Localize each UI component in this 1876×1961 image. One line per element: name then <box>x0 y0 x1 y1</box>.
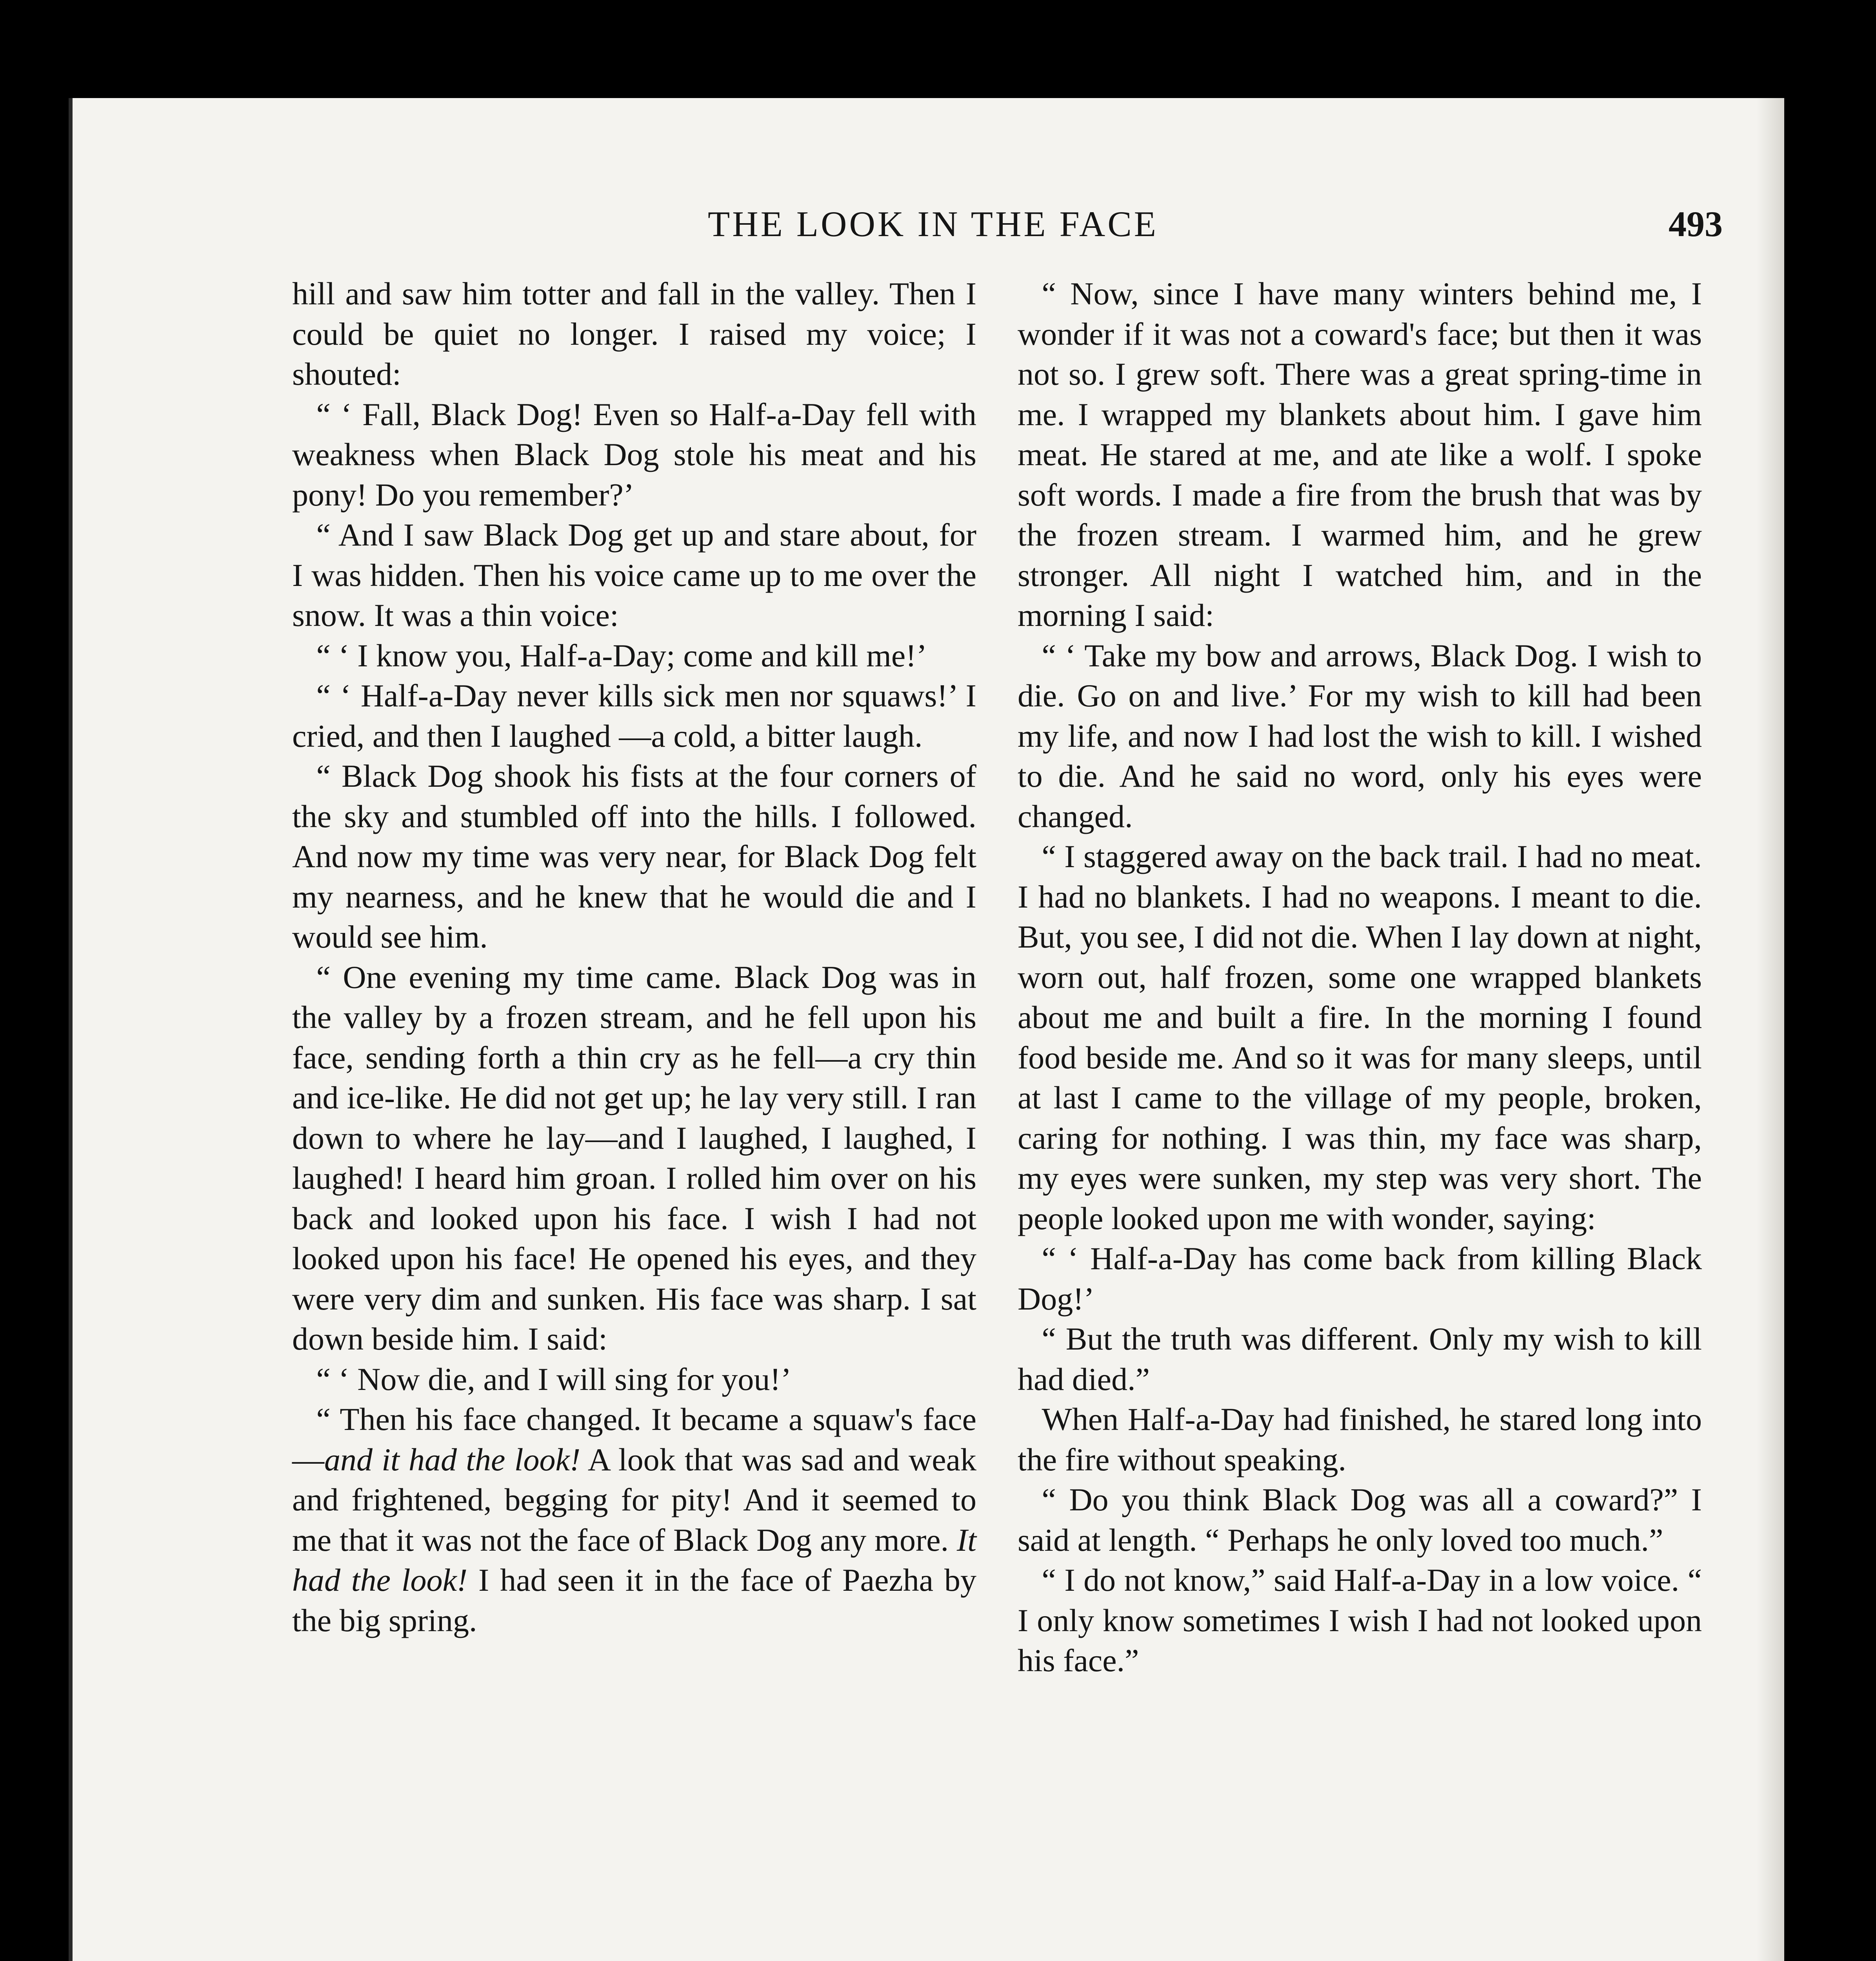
paragraph: “ And I saw Black Dog get up and stare about, for I was hidden. Then his voice came up to me over the snow. It was a thin voice: <box>292 517 976 633</box>
paragraph: “ ‘ Half-a-Day has come back from killing Black Dog!’ <box>1018 1241 1702 1317</box>
paragraph: hill and saw him totter and fall in the valley. Then I could be quiet no longer. I raised my voice; I shouted: <box>292 276 976 392</box>
paragraph: When Half-a-Day had finished, he stared long into the fire without speaking. <box>1018 1401 1702 1477</box>
paragraph: “ ‘ Half-a-Day never kills sick men nor squaws!’ I cried, and then I laughed —a cold, a bitter laugh. <box>292 678 976 754</box>
paragraph: “ I staggered away on the back trail. I had no meat. I had no blankets. I had no weapons. I meant to die. But, you see, I did not die. When I lay down at night, worn out, half frozen, some one wrapped blankets about me and built a fire. In the morning I found food beside me. And so it was for many sleeps, until at last I came to the village of my people, broken, caring for nothing. I was thin, my face was sharp, my eyes were sunken, my step was very short. The people looked upon me with wonder, saying: <box>1018 839 1702 1236</box>
paragraph: “ ‘ Fall, Black Dog! Even so Half-a-Day fell with weakness when Black Dog stole his meat and his pony! Do you remember?’ <box>292 396 976 513</box>
page-edge-shadow <box>1757 98 1784 1961</box>
paragraph: “ ‘ I know you, Half-a-Day; come and kill me!’ <box>316 637 927 673</box>
paragraph: “ One evening my time came. Black Dog was in the valley by a frozen stream, and he fell upon his face, sending forth a thin cry as he fell—a cry thin and ice-like. He did not get up; he lay very still. I ran down to where he lay—and I laughed, I laughed, I laughed! I heard him groan. I rolled him over on his back and looked upon his face. I wish I had not looked upon his face! He opened his eyes, and they were very dim and sunken. His face was sharp. I sat down beside him. I said: <box>292 959 976 1357</box>
italic-text: It had the look! <box>292 1522 976 1598</box>
paragraph: “ But the truth was different. Only my wish to kill had died.” <box>1018 1321 1702 1397</box>
text-run: “ Then his face changed. It became a squaw's face— <box>292 1401 976 1477</box>
paragraph-with-italics <box>292 1399 976 1641</box>
page-number: 493 <box>1669 204 1723 244</box>
text-run: A look that was sad and weak and frightened, begging for pity! And it seemed to me that it was not the face of Black Dog any more. <box>292 1441 976 1558</box>
paragraph: “ ‘ Take my bow and arrows, Black Dog. I wish to die. Go on and live.’ For my wish to kill had been my life, and now I had lost the wish to kill. I wished to die. And he said no word, only his eyes were changed. <box>1018 637 1702 834</box>
magazine-page <box>69 98 1784 1961</box>
italic-text: and it had the look! <box>324 1441 581 1477</box>
paragraph: “ Do you think Black Dog was all a coward?” I said at length. “ Perhaps he only loved too much.” <box>1018 1482 1702 1558</box>
paragraph: “ ‘ Now die, and I will sing for you!’ <box>316 1361 792 1397</box>
paragraph: “ I do not know,” said Half-a-Day in a low voice. “ I only know sometimes I wish I had not looked upon his face.” <box>1018 1562 1702 1678</box>
paragraph: “ Now, since I have many winters behind me, I wonder if it was not a coward's face; but then it was not so. I grew soft. There was a great spring-time in me. I wrapped my blankets about him. I gave him meat. He stared at me, and ate like a wolf. I spoke soft words. I made a fire from the brush that was by the frozen stream. I warmed him, and he grew stronger. All night I watched him, and in the morning I said: <box>1018 276 1702 633</box>
text-run: I had seen it in the face of Paezha by the big spring. <box>292 1562 976 1638</box>
running-title: THE LOOK IN THE FACE <box>708 204 1158 244</box>
right-column <box>1018 274 1702 1681</box>
paragraph: “ Black Dog shook his fists at the four corners of the sky and stumbled off into the hills. I followed. And now my time was very near, for Black Dog felt my nearness, and he knew that he would die and I would see him. <box>292 758 976 955</box>
left-column <box>292 274 976 1641</box>
